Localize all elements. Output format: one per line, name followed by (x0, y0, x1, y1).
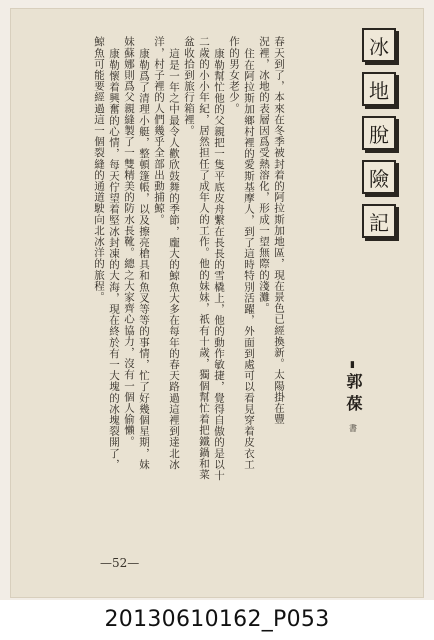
text-column-7: 盆收拾到旅行箱裡。 (183, 36, 195, 136)
text-column-1: 春天到了，本來在冬季被封着的阿拉斯加地區，現在景色已經換新。太陽掛在豐 (273, 36, 285, 425)
book-page (10, 8, 424, 598)
title-char-3: 脫 (362, 116, 396, 150)
title-char-5: 記 (362, 204, 396, 238)
text-column-8: 這是一年之中最令人歡欣鼓舞的季節，龐大的鯨魚大多在每年的春天路過這裡到達北冰 (168, 48, 180, 470)
text-column-3: 住在阿拉斯加鄉村裡的愛斯基摩人，到了這時特別活躍，外面到處可以看見穿着皮衣工 (243, 48, 255, 470)
author-surname: 郭 (344, 373, 363, 395)
text-column-2: 況裡，冰地的表層因爲受熱溶化，形成一望無際的淺灘。 (258, 36, 270, 314)
title-char-4: 險 (362, 160, 396, 194)
author-suffix: 書 (349, 424, 357, 433)
text-column-4: 作的男女老少。 (228, 36, 240, 114)
image-caption: 20130610162_P053 (104, 606, 330, 632)
author-mark: ▮ (350, 360, 355, 370)
text-column-6: 二歲的小小年紀，居然担任了成年人的工作。他的妹妹，祇有十歲，獨個幫忙着把鐵鍋和菜 (198, 36, 210, 480)
text-column-12: 康勒懷着興奮的心情，每天佇望着堅冰封凍的大海，現在終於有一大塊的冰塊裂開了， (108, 48, 120, 470)
text-column-9: 洋，村子裡的人們幾乎全部出動捕鯨。 (153, 36, 165, 225)
title-char-2: 地 (362, 72, 396, 106)
page-number: —52— (100, 556, 140, 570)
text-column-5: 康勒幫忙他的父親把一隻平底皮舟繫在長長的雪橇上，他的動作敏捷，覺得自傲的是以十 (213, 48, 225, 481)
title-char-1: 冰 (362, 28, 396, 62)
author-given-name: 葆 (344, 395, 363, 417)
text-column-13: 鯨魚可能要經過這一個裂縫的通道駛向北冰洋的旅程。 (93, 36, 105, 303)
author-name (342, 373, 365, 417)
text-column-10: 康勒爲了清理小艇，整頓篷帳，以及擦亮槍具和魚叉等等的事情，忙了好幾個星期，妹 (138, 48, 150, 470)
text-column-11: 妹蘇娜則爲父親縫製了一雙精美的防水長靴。總之大家齊心協力，沒有一個人偷懶。 (123, 36, 135, 447)
